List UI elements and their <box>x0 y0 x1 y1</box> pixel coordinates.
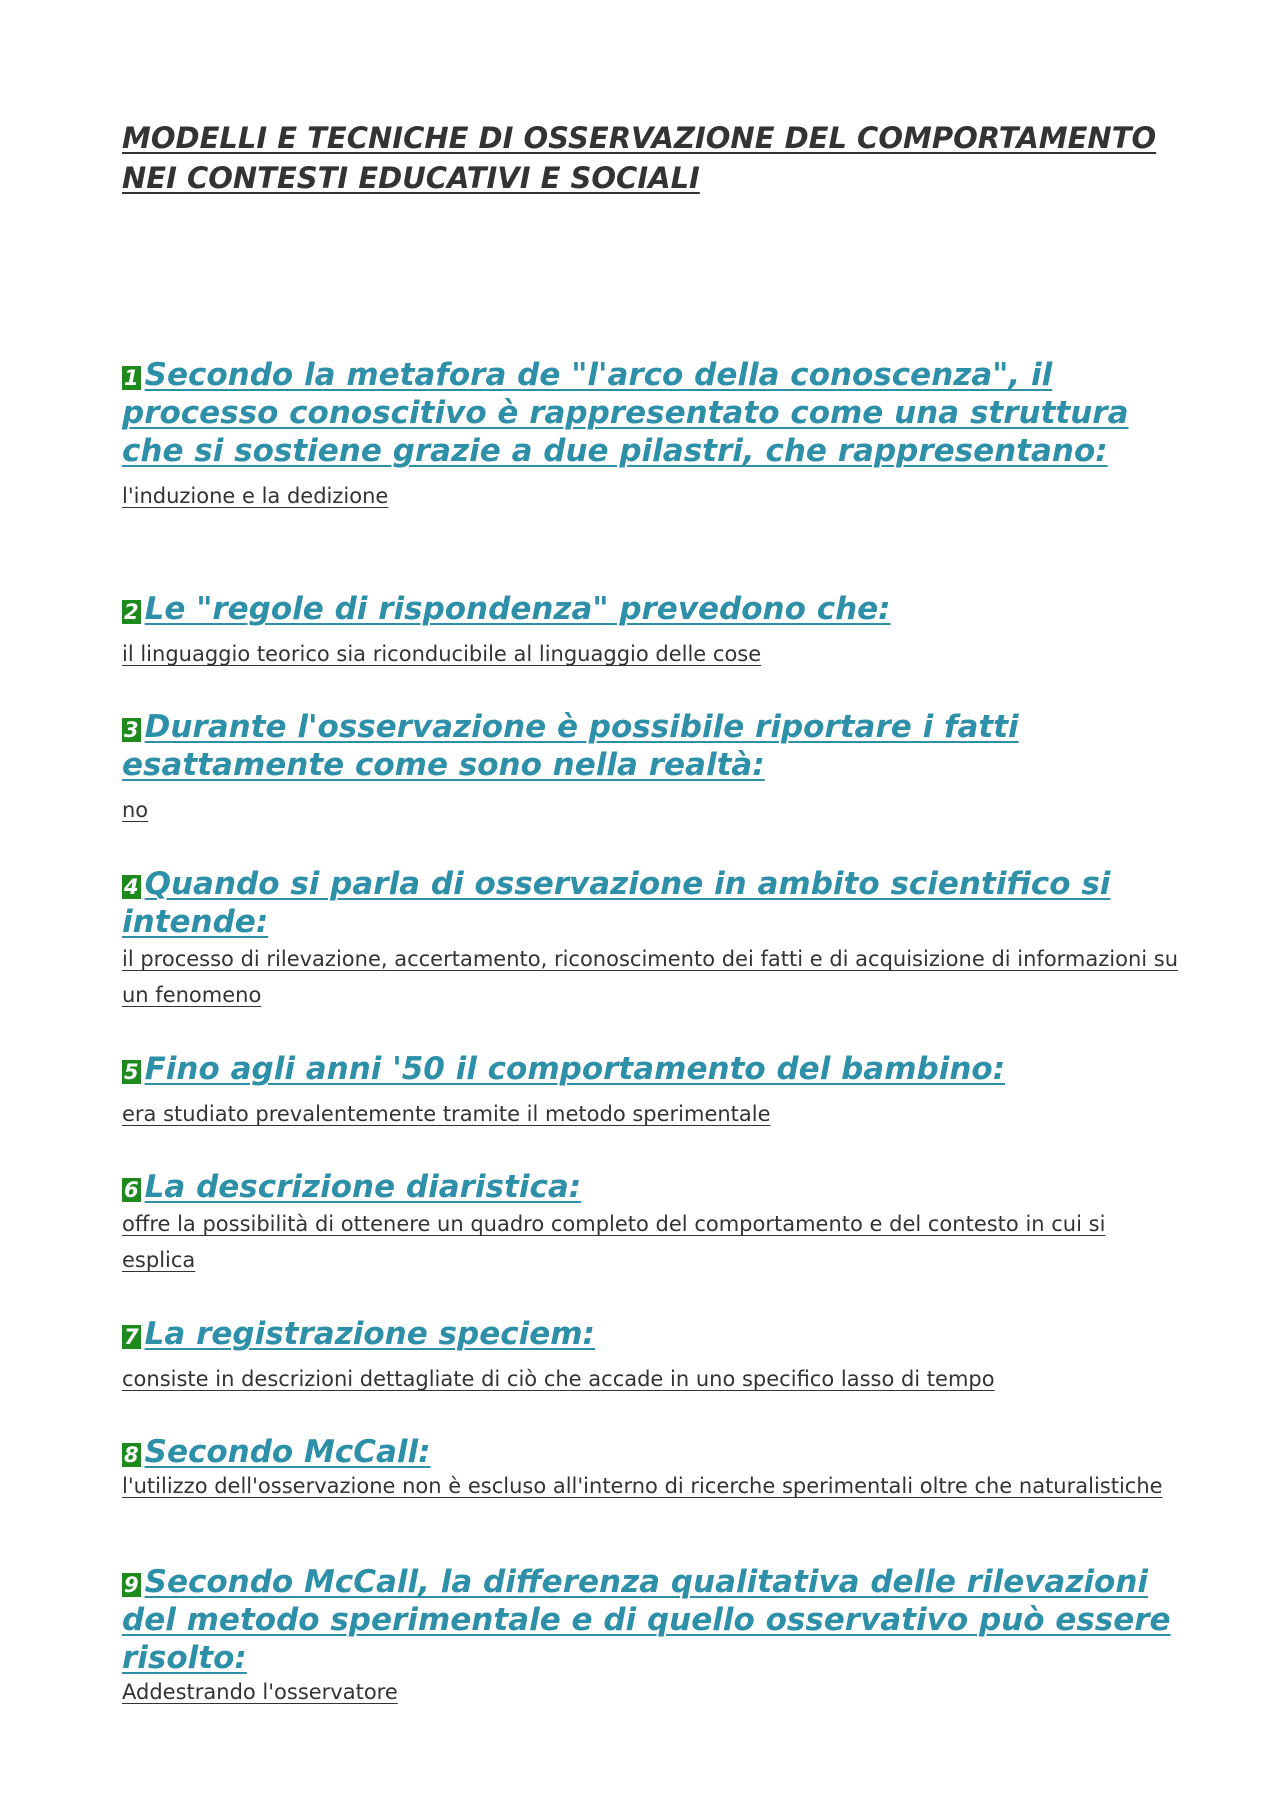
question-label: Durante l'osservazione è possibile riportare i fatti esattamente come sono nella realtà: <box>122 709 1019 783</box>
question-number-badge: 8 <box>124 1443 139 1467</box>
question-item-3 <box>122 708 1182 828</box>
question-text-3 <box>122 708 1182 784</box>
question-number-badge: 1 <box>124 366 139 390</box>
answer-text-7: consiste in descrizioni dettagliate di ciò che accade in uno specifico lasso di tempo <box>122 1367 995 1391</box>
question-item-2 <box>122 590 1182 672</box>
answer-text-2: il linguaggio teorico sia riconducibile al linguaggio delle cose <box>122 642 762 666</box>
question-number-badge: 7 <box>124 1325 139 1349</box>
question-item-4 <box>122 865 1182 1013</box>
question-item-1 <box>122 356 1182 514</box>
answer-text-8: l'utilizzo dell'osservazione non è escluso all'interno di ricerche sperimentali oltre che naturalistiche <box>122 1474 1163 1498</box>
question-text-5 <box>122 1050 1182 1088</box>
question-text-6 <box>122 1168 1182 1206</box>
question-number-badge: 2 <box>124 600 139 624</box>
question-text-9 <box>122 1563 1182 1677</box>
question-item-8 <box>122 1433 1182 1500</box>
question-item-9 <box>122 1563 1182 1706</box>
answer-text-3: no <box>122 798 149 822</box>
question-item-6 <box>122 1168 1182 1278</box>
question-text-4 <box>122 865 1182 941</box>
question-number-badge: 3 <box>124 718 139 742</box>
question-label: Le "regole di rispondenza" prevedono che: <box>144 591 891 627</box>
answer-text-5: era studiato prevalentemente tramite il metodo sperimentale <box>122 1102 771 1126</box>
question-label: La descrizione diaristica: <box>144 1169 582 1205</box>
question-label: Secondo McCall, la differenza qualitativa delle rilevazioni del metodo sperimentale e di quello osservativo può essere risolto: <box>122 1564 1171 1676</box>
question-text-8 <box>122 1433 1182 1471</box>
question-number-badge: 4 <box>124 875 139 899</box>
question-label: Secondo McCall: <box>144 1434 431 1470</box>
question-item-5 <box>122 1050 1182 1132</box>
question-label: Fino agli anni '50 il comportamento del bambino: <box>144 1051 1006 1087</box>
answer-text-6: offre la possibilità di ottenere un quadro completo del comportamento e del contesto in cui si esplica <box>122 1212 1106 1272</box>
question-label: Quando si parla di osservazione in ambito scientifico si intende: <box>122 866 1111 940</box>
answer-text-1: l'induzione e la dedizione <box>122 484 389 508</box>
question-number-badge: 5 <box>124 1060 139 1084</box>
question-number-badge: 9 <box>124 1573 139 1597</box>
question-label: Secondo la metafora de "l'arco della conoscenza", il processo conoscitivo è rappresentato come una struttura che si sostiene grazie a due pilastri, che rappresentano: <box>122 357 1129 469</box>
document-page <box>122 118 1182 1704</box>
question-text-1 <box>122 356 1182 470</box>
question-item-7 <box>122 1315 1182 1397</box>
answer-text-9: Addestrando l'osservatore <box>122 1680 398 1704</box>
question-text-7 <box>122 1315 1182 1353</box>
question-text-2 <box>122 590 1182 628</box>
question-label: La registrazione speciem: <box>144 1316 595 1352</box>
answer-text-4: il processo di rilevazione, accertamento, riconoscimento dei fatti e di acquisizione di informazioni su un fenomeno <box>122 947 1179 1007</box>
question-number-badge: 6 <box>124 1178 139 1202</box>
document-title: MODELLI E TECNICHE DI OSSERVAZIONE DEL COMPORTAMENTO NEI CONTESTI EDUCATIVI E SOCIALI <box>122 121 1157 195</box>
